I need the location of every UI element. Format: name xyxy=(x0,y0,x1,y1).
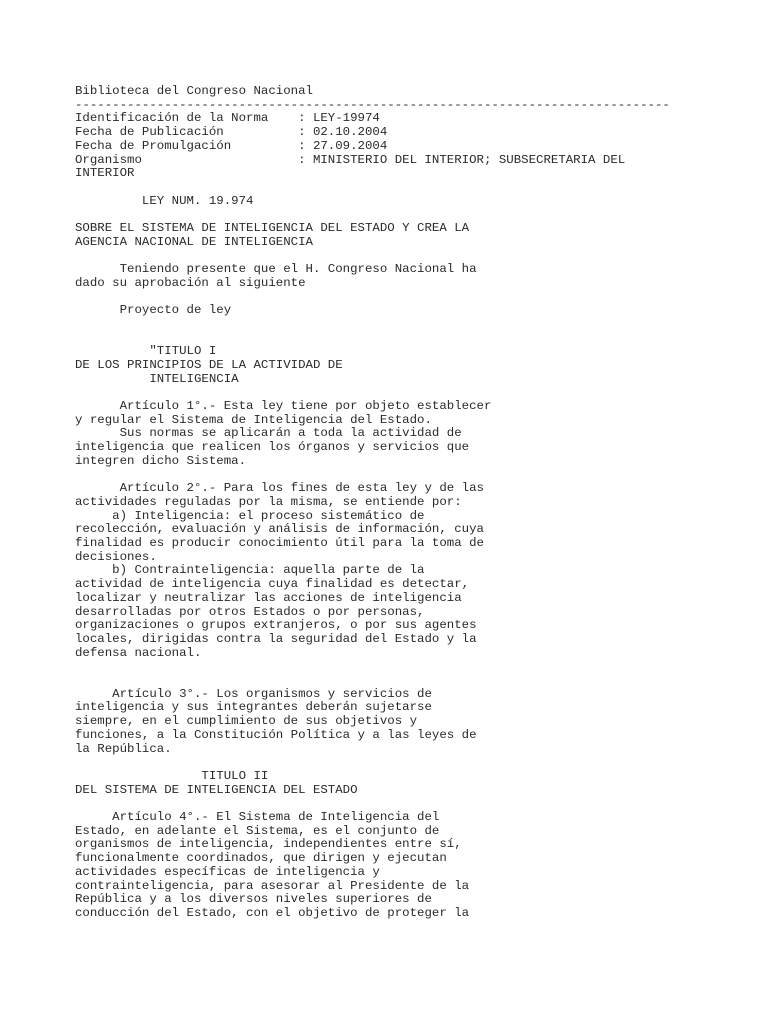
blank-line xyxy=(75,318,735,332)
title-1-name: DE LOS PRINCIPIOS DE LA ACTIVIDAD DE xyxy=(75,357,343,372)
meta-promulgation-date: Fecha de Promulgación : 27.09.2004 xyxy=(75,138,388,153)
article-4-text: organismos de inteligencia, independientes entre sí, xyxy=(75,837,462,852)
article-2-text: locales, dirigidas contra la seguridad del Estado y la xyxy=(75,632,477,646)
bill-heading: Proyecto de ley xyxy=(75,303,232,318)
blank-line xyxy=(75,181,735,195)
blank-line xyxy=(75,332,735,346)
meta-identification: Identificación de la Norma : LEY-19974 xyxy=(75,111,380,126)
article-3-text: Artículo 3°.- Los organismos y servicios de xyxy=(75,686,432,701)
blank-line xyxy=(75,660,735,674)
article-2-text: Artículo 2°.- Para los fines de esta ley y de las xyxy=(75,481,484,496)
blank-line xyxy=(75,756,735,770)
article-2-text: defensa nacional. xyxy=(75,645,202,660)
blank-line xyxy=(75,469,735,483)
article-1-text: inteligencia que realicen los órganos y servicios que xyxy=(75,440,470,455)
article-2-text: decisiones. xyxy=(75,549,157,564)
article-1-text: Artículo 1°.- Esta ley tiene por objeto establecer xyxy=(75,399,492,414)
article-2-text: finalidad es producir conocimiento útil para la toma de xyxy=(75,536,484,551)
article-3-text: inteligencia y sus integrantes deberán sujetarse xyxy=(75,700,432,715)
article-1-text: y regular el Sistema de Inteligencia del Estado. xyxy=(75,412,432,427)
law-title-continued: AGENCIA NACIONAL DE INTELIGENCIA xyxy=(75,234,313,249)
article-2-text: a) Inteligencia: el proceso sistemático de xyxy=(75,508,425,523)
article-4-text: Artículo 4°.- El Sistema de Inteligencia del xyxy=(75,810,440,825)
title-2-name: DEL SISTEMA DE INTELIGENCIA DEL ESTADO xyxy=(75,782,358,797)
title-1-heading: "TITULO I xyxy=(75,344,217,359)
article-3-text: funciones, a la Constitución Política y a las leyes de xyxy=(75,727,477,742)
article-2-text: organizaciones o grupos extranjeros, o por sus agentes xyxy=(75,618,477,633)
article-1-text: integren dicho Sistema. xyxy=(75,453,247,468)
blank-line xyxy=(75,249,735,263)
preamble-text: dado su aprobación al siguiente xyxy=(75,275,306,290)
document-text xyxy=(75,85,735,921)
article-4-text: funcionalmente coordinados, que dirigen y ejecutan xyxy=(75,851,447,866)
article-4-text: actividades específicas de inteligencia y xyxy=(75,864,380,879)
meta-organism: Organismo : MINISTERIO DEL INTERIOR; SUBSECRETARIA DEL xyxy=(75,152,626,167)
article-2-text: recolección, evaluación y análisis de información, cuya xyxy=(75,522,484,537)
title-2-heading: TITULO II xyxy=(75,768,269,783)
header-separator: -------------------------------------------------------------------------------- xyxy=(75,97,670,112)
blank-line xyxy=(75,674,735,688)
article-2-text: actividades reguladas por la misma, se entiende por: xyxy=(75,494,462,509)
article-4-text: contrainteligencia, para asesorar al Presidente de la xyxy=(75,878,470,893)
law-title: SOBRE EL SISTEMA DE INTELIGENCIA DEL ESTADO Y CREA LA xyxy=(75,221,470,235)
blank-line xyxy=(75,386,735,400)
article-3-text: siempre, en el cumplimiento de sus objetivos y xyxy=(75,714,418,729)
article-4-text: conducción del Estado, con el objetivo de proteger la xyxy=(75,906,470,920)
blank-line xyxy=(75,208,735,222)
article-1-text: Sus normas se aplicarán a toda la actividad de xyxy=(75,426,462,441)
blank-line xyxy=(75,797,735,811)
article-4-text: Estado, en adelante el Sistema, es el conjunto de xyxy=(75,823,440,838)
preamble-text: Teniendo presente que el H. Congreso Nacional ha xyxy=(75,262,477,277)
title-1-name: INTELIGENCIA xyxy=(75,371,239,386)
article-4-text: República y a los diversos niveles superiores de xyxy=(75,892,432,907)
article-3-text: la República. xyxy=(75,741,172,756)
article-2-text: desarrolladas por otros Estados o por personas, xyxy=(75,604,425,619)
article-2-text: b) Contrainteligencia: aquella parte de la xyxy=(75,563,425,578)
blank-line xyxy=(75,291,735,305)
meta-organism-continued: INTERIOR xyxy=(75,166,135,181)
article-2-text: actividad de inteligencia cuya finalidad es detectar, xyxy=(75,577,470,592)
header-library-name: Biblioteca del Congreso Nacional xyxy=(75,84,313,98)
law-number: LEY NUM. 19.974 xyxy=(75,193,254,208)
article-2-text: localizar y neutralizar las acciones de inteligencia xyxy=(75,590,462,605)
meta-publication-date: Fecha de Publicación : 02.10.2004 xyxy=(75,125,388,140)
